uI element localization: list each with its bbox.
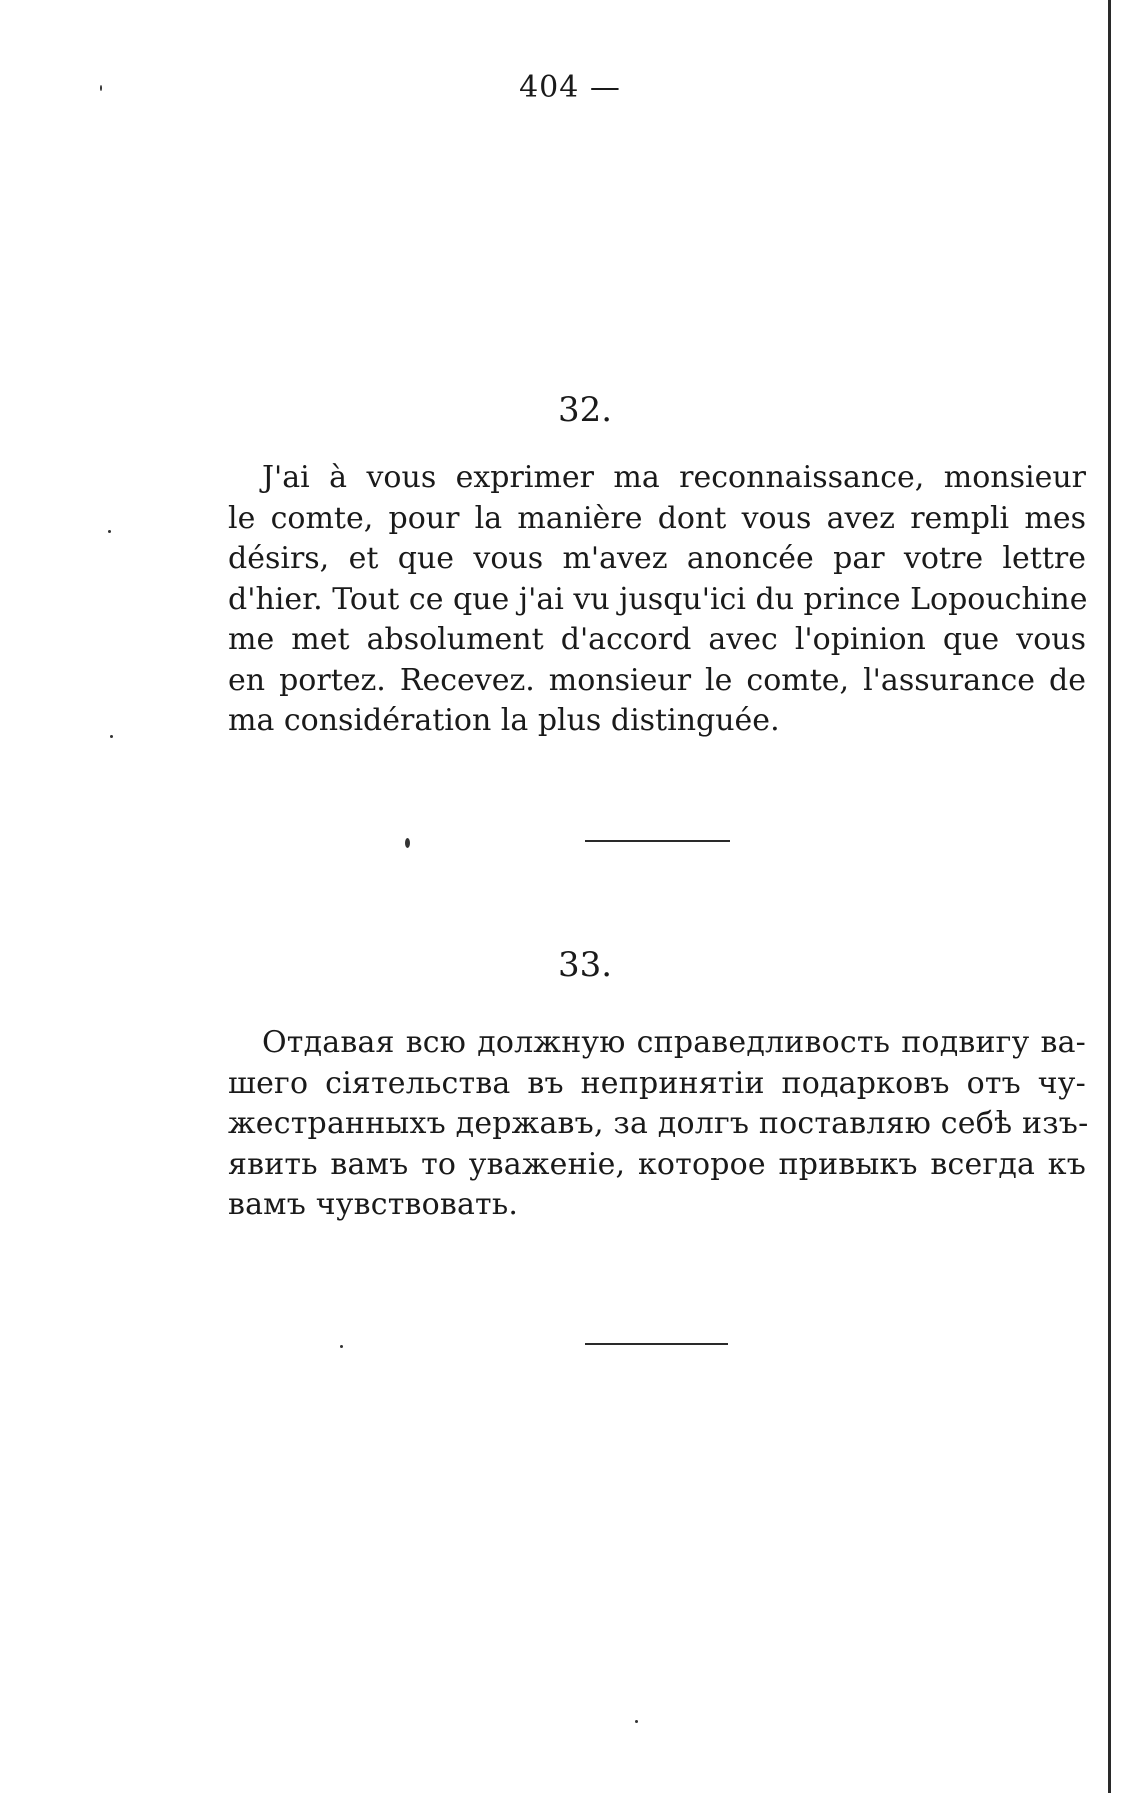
text-line: Отдавая всю должную справедливость подвигу ва- bbox=[262, 1025, 1086, 1060]
letter-paragraph-33 bbox=[228, 1023, 1089, 1226]
text-line: en portez. Recevez. monsieur le comte, l'assurance de bbox=[228, 662, 1086, 698]
section-divider bbox=[585, 1343, 728, 1345]
text-line: d'hier. Tout ce que j'ai vu jusqu'ici du prince Lopouchine bbox=[228, 581, 1088, 617]
page-edge-rule bbox=[1108, 0, 1111, 1793]
text-line: J'ai à vous exprimer ma reconnaissance, monsieur bbox=[262, 460, 1086, 495]
text-line: жестранныхъ державъ, за долгъ поставляю себѣ изъ- bbox=[228, 1106, 1089, 1141]
text-line: désirs, et que vous m'avez anoncée par votre lettre bbox=[228, 541, 1086, 576]
page-number: 404 — bbox=[519, 70, 621, 105]
print-speck bbox=[405, 838, 410, 848]
section-divider bbox=[585, 840, 730, 842]
print-speck bbox=[635, 1720, 638, 1723]
text-line: вамъ чувствовать. bbox=[228, 1187, 519, 1222]
print-speck bbox=[110, 735, 113, 738]
text-line: явить вамъ то уваженіе, которое привыкъ всегда къ bbox=[228, 1146, 1086, 1182]
text-line: le comte, pour la manière dont vous avez rempli mes bbox=[228, 500, 1086, 536]
print-speck bbox=[340, 1345, 343, 1348]
letter-paragraph-32 bbox=[228, 458, 1086, 742]
print-speck bbox=[108, 530, 111, 533]
text-line: me met absolument d'accord avec l'opinion que vous bbox=[228, 622, 1086, 657]
section-number-32: 32. bbox=[557, 390, 613, 430]
print-speck bbox=[100, 85, 102, 91]
text-line: шего сіятельства въ непринятіи подарковъ отъ чу- bbox=[228, 1065, 1086, 1101]
section-number-33: 33. bbox=[557, 945, 613, 985]
text-line: ma considération la plus distinguée. bbox=[228, 703, 780, 738]
